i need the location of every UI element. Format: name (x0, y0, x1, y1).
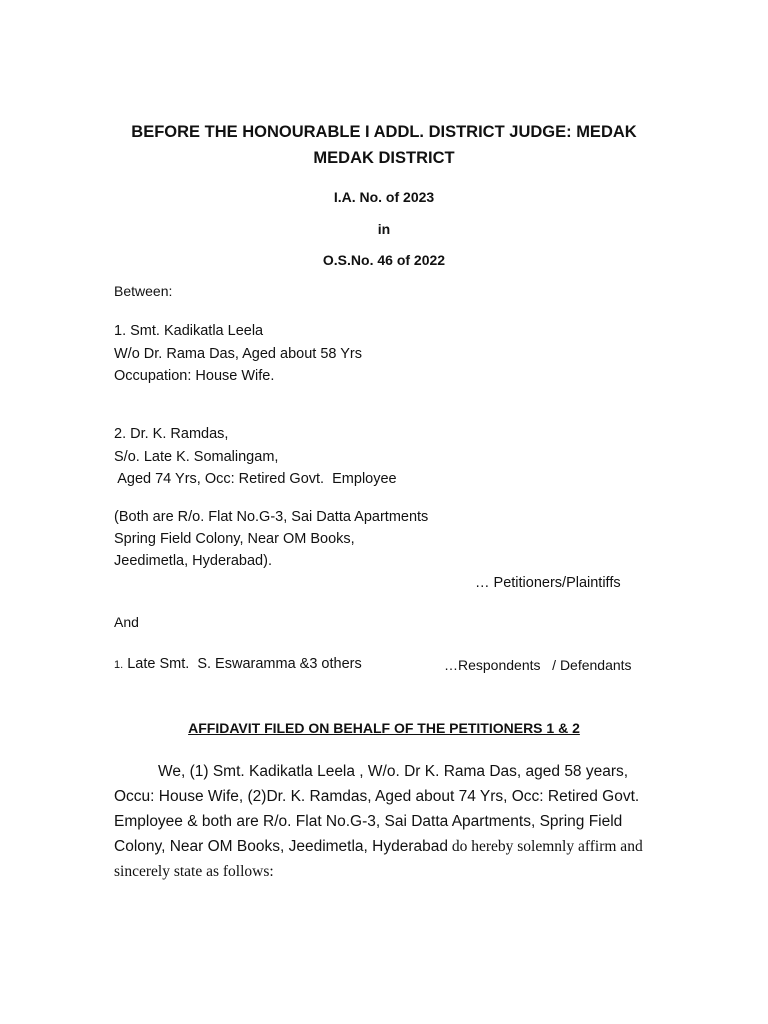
affidavit-paragraph (114, 759, 659, 884)
court-title (0, 119, 768, 171)
address-line1: (Both are R/o. Flat No.G-3, Sai Datta Apartments (114, 509, 429, 525)
court-title-line2: MEDAK DISTRICT (313, 149, 455, 167)
in-label: in (377, 221, 391, 237)
affidavit-body-closing: do hereby solemnly affirm and sincerely state as follows: (114, 838, 643, 880)
os-number: O.S.No. 46 of 2022 (322, 252, 446, 268)
respondent-line (114, 655, 362, 673)
respondent-name: Late Smt. S. Eswaramma &3 others (123, 656, 362, 672)
affidavit-heading: AFFIDAVIT FILED ON BEHALF OF THE PETITIONERS 1 & 2 (188, 720, 580, 736)
petitioners-role: … Petitioners/Plaintiffs (475, 575, 621, 591)
affidavit-body-main: We, (1) Smt. Kadikatla Leela , W/o. Dr K. Rama Das, aged 58 years, Occu: House Wife, (2)Dr. K. Ramdas, Aged about 74 Yrs, Occ: Retired Govt. Employee & both are R/o. Flat No.G-3, Sai Datta Apartments, Spring Field Colony, Near OM Books, Jeedimetla, Hyderabad (114, 763, 640, 855)
and-label: And (114, 614, 139, 630)
petitioner2-details: Aged 74 Yrs, Occ: Retired Govt. Employee (114, 471, 397, 487)
address-line2: Spring Field Colony, Near OM Books, (114, 531, 355, 547)
petitioner1-occupation: Occupation: House Wife. (114, 368, 275, 384)
ia-number: I.A. No. of 2023 (333, 189, 435, 205)
court-title-line1: BEFORE THE HONOURABLE I ADDL. DISTRICT JUDGE: MEDAK (131, 123, 637, 141)
between-label: Between: (114, 283, 173, 299)
petitioner2-relation: S/o. Late K. Somalingam, (114, 449, 279, 465)
respondent-number: 1. (114, 659, 124, 671)
petitioner1-relation: W/o Dr. Rama Das, Aged about 58 Yrs (114, 346, 362, 362)
respondent-role: …Respondents / Defendants (444, 657, 632, 673)
petitioner1-name: 1. Smt. Kadikatla Leela (114, 323, 264, 339)
address-line3: Jeedimetla, Hyderabad). (114, 553, 272, 569)
petitioner2-name: 2. Dr. K. Ramdas, (114, 426, 229, 442)
